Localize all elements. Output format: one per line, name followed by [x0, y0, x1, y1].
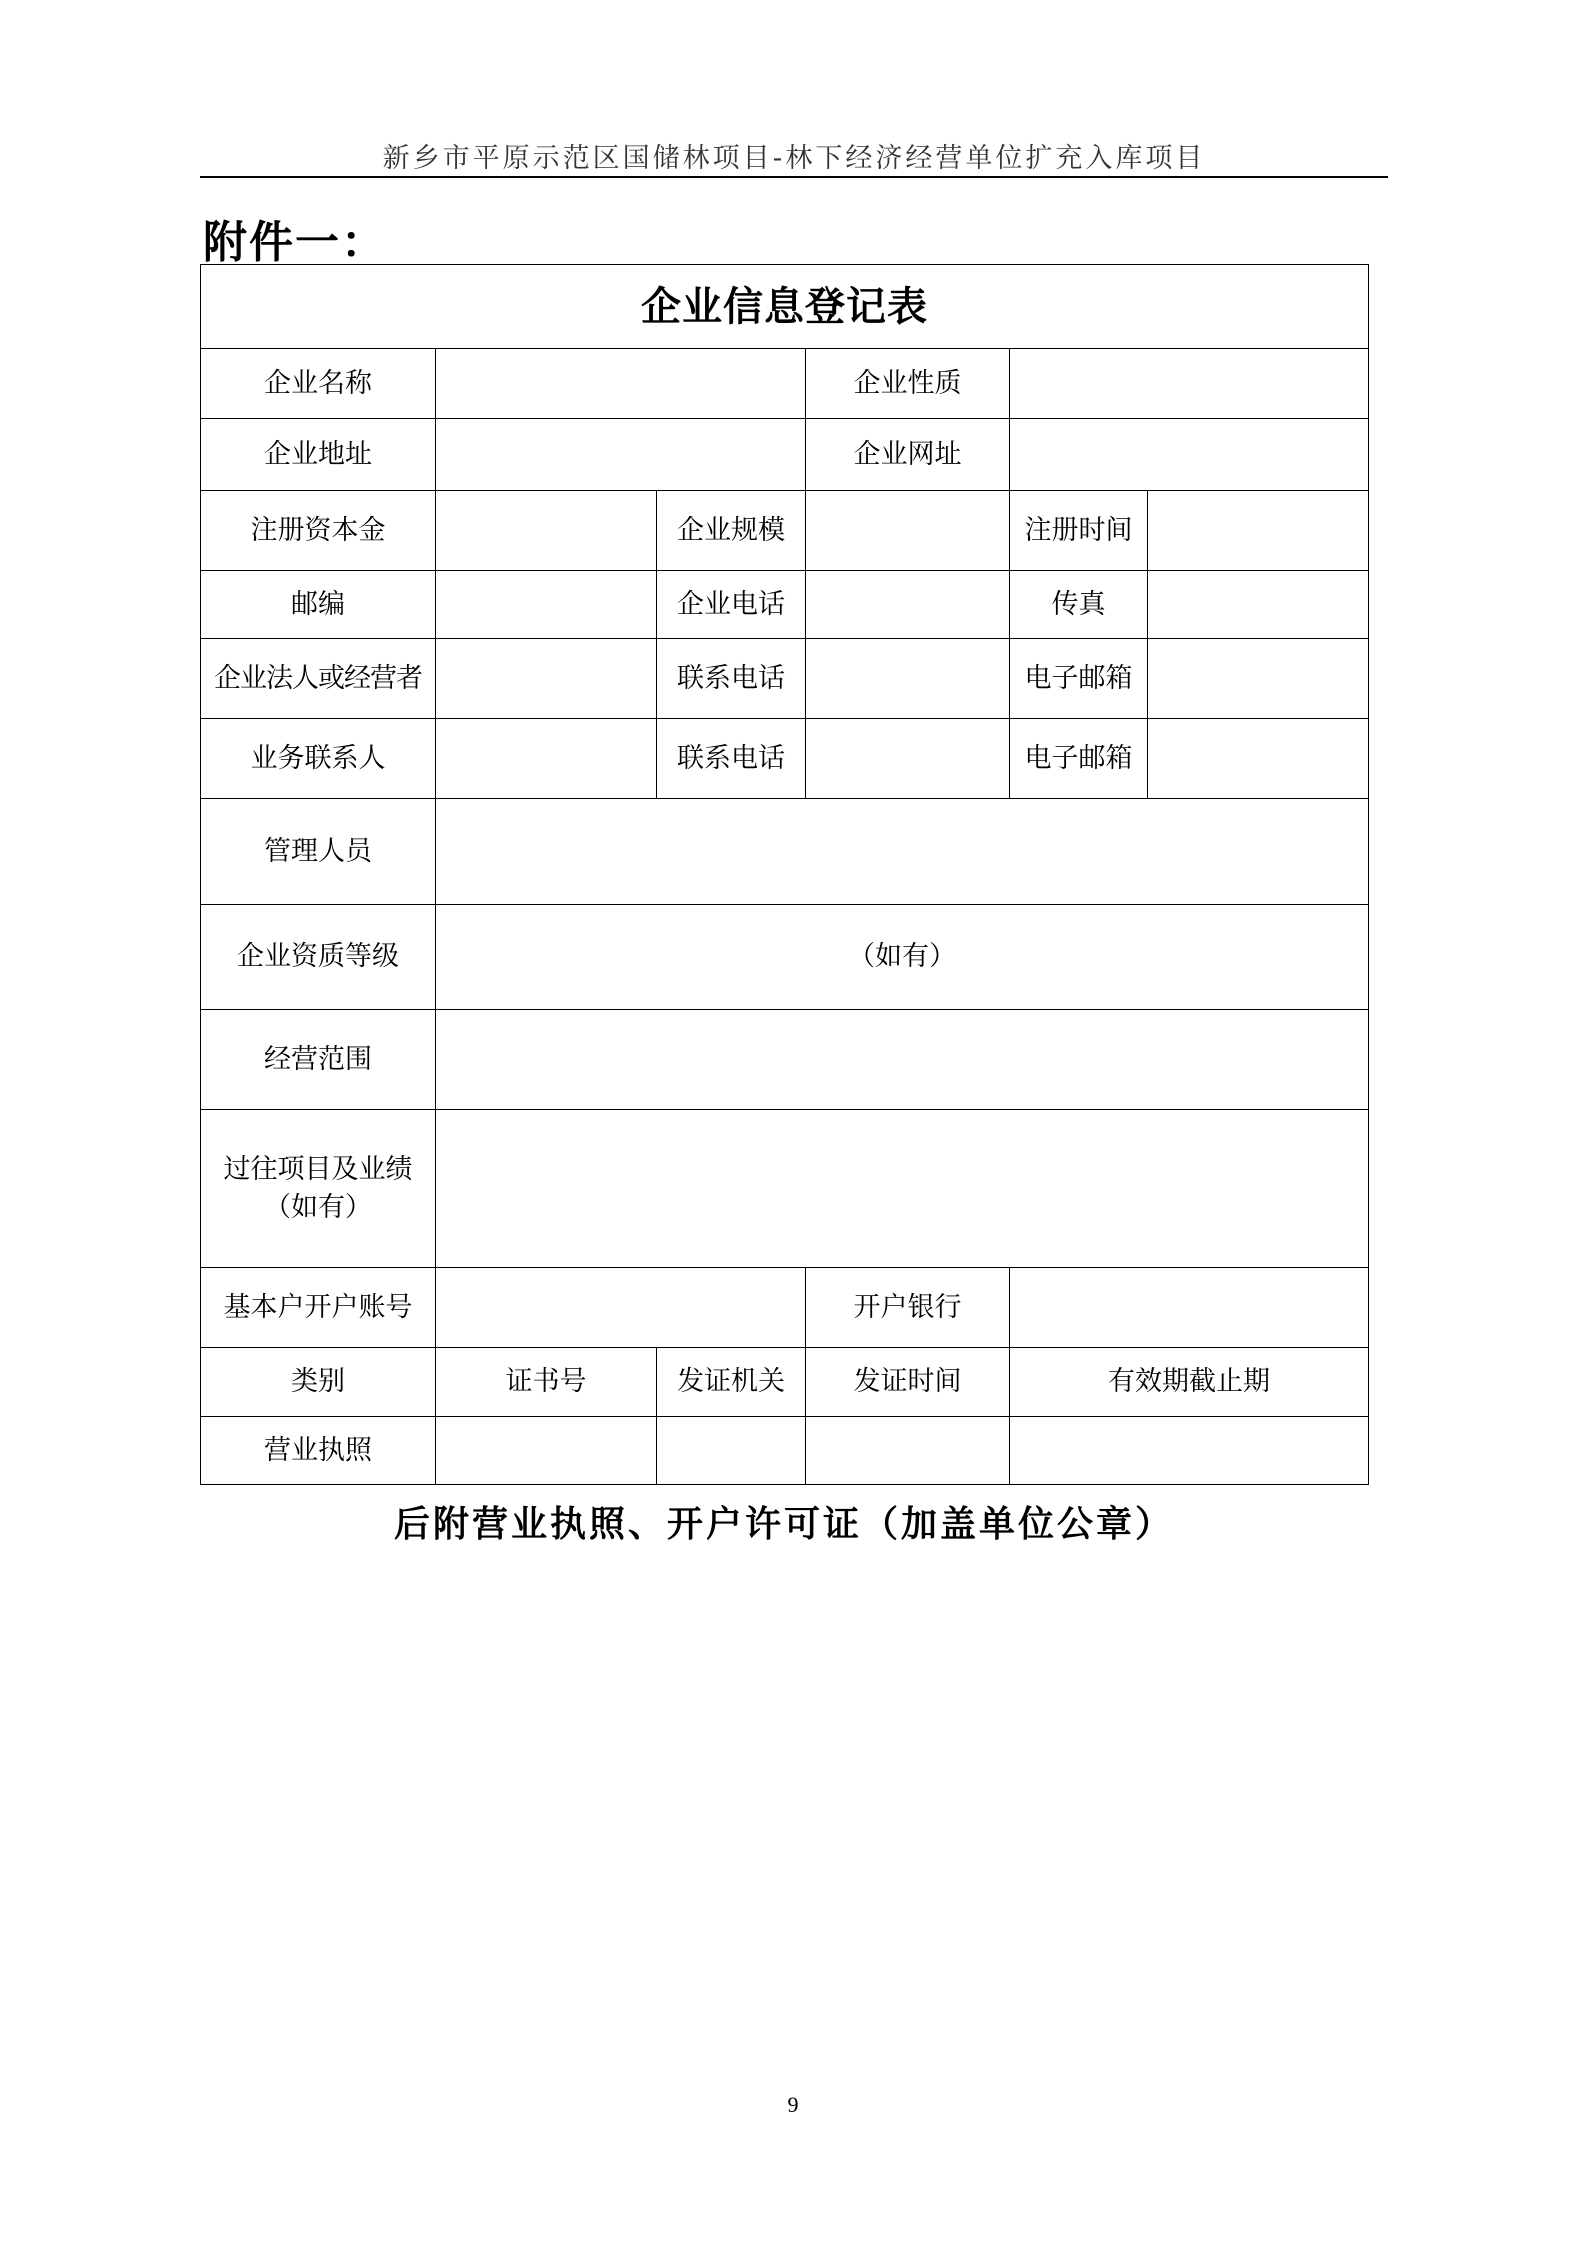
- company-website-field[interactable]: [1010, 419, 1369, 491]
- registered-capital-label: 注册资本金: [201, 491, 436, 571]
- expiry-date-header: 有效期截止期: [1010, 1348, 1369, 1417]
- business-contact-label: 业务联系人: [201, 719, 436, 799]
- company-nature-field[interactable]: [1010, 349, 1369, 419]
- page-number: 9: [787, 2092, 799, 2117]
- legal-person-email-field[interactable]: [1148, 639, 1369, 719]
- business-license-label: 营业执照: [201, 1417, 436, 1485]
- fax-field[interactable]: [1148, 571, 1369, 639]
- postal-code-field[interactable]: [436, 571, 657, 639]
- company-nature-label: 企业性质: [806, 349, 1010, 419]
- legal-person-phone-label: 联系电话: [657, 639, 806, 719]
- business-contact-phone-field[interactable]: [806, 719, 1010, 799]
- company-scale-field[interactable]: [806, 491, 1010, 571]
- business-contact-field[interactable]: [436, 719, 657, 799]
- license-expiry-date-field[interactable]: [1010, 1417, 1369, 1485]
- business-scope-label: 经营范围: [201, 1010, 436, 1110]
- company-phone-field[interactable]: [806, 571, 1010, 639]
- company-name-label: 企业名称: [201, 349, 436, 419]
- form-title: 企业信息登记表: [201, 265, 1369, 349]
- qualification-level-label: 企业资质等级: [201, 905, 436, 1010]
- company-website-label: 企业网址: [806, 419, 1010, 491]
- company-address-label: 企业地址: [201, 419, 436, 491]
- fax-label: 传真: [1010, 571, 1148, 639]
- footer-note: 后附营业执照、开户许可证（加盖单位公章）: [393, 1504, 1174, 1545]
- registration-date-label: 注册时间: [1010, 491, 1148, 571]
- enterprise-registration-form: [200, 264, 1369, 1485]
- legal-person-field[interactable]: [436, 639, 657, 719]
- company-phone-label: 企业电话: [657, 571, 806, 639]
- category-header: 类别: [201, 1348, 436, 1417]
- bank-field[interactable]: [1010, 1268, 1369, 1348]
- business-contact-email-label: 电子邮箱: [1010, 719, 1148, 799]
- registered-capital-field[interactable]: [436, 491, 657, 571]
- annex-label: 附件一：: [203, 217, 387, 268]
- business-contact-email-field[interactable]: [1148, 719, 1369, 799]
- postal-code-label: 邮编: [201, 571, 436, 639]
- company-address-field[interactable]: [436, 419, 806, 491]
- past-projects-label-line2: （如有）: [264, 1191, 372, 1223]
- management-field[interactable]: [436, 799, 1369, 905]
- issuing-authority-header: 发证机关: [657, 1348, 806, 1417]
- qualification-level-field[interactable]: （如有）: [436, 905, 1369, 1010]
- license-issuing-authority-field[interactable]: [657, 1417, 806, 1485]
- bank-label: 开户银行: [806, 1268, 1010, 1348]
- legal-person-label: 企业法人或经营者: [201, 639, 436, 719]
- header-rule: [200, 176, 1388, 178]
- legal-person-phone-field[interactable]: [806, 639, 1010, 719]
- past-projects-label-line1: 过往项目及业绩: [223, 1153, 413, 1185]
- business-scope-field[interactable]: [436, 1010, 1369, 1110]
- page-header-title: 新乡市平原示范区国储林项目-林下经济经营单位扩充入库项目: [382, 143, 1206, 174]
- business-contact-phone-label: 联系电话: [657, 719, 806, 799]
- past-projects-label: [201, 1110, 436, 1268]
- management-label: 管理人员: [201, 799, 436, 905]
- certificate-no-header: 证书号: [436, 1348, 657, 1417]
- basic-account-label: 基本户开户账号: [201, 1268, 436, 1348]
- issue-date-header: 发证时间: [806, 1348, 1010, 1417]
- registration-date-field[interactable]: [1148, 491, 1369, 571]
- company-scale-label: 企业规模: [657, 491, 806, 571]
- license-certificate-no-field[interactable]: [436, 1417, 657, 1485]
- basic-account-field[interactable]: [436, 1268, 806, 1348]
- past-projects-field[interactable]: [436, 1110, 1369, 1268]
- license-issue-date-field[interactable]: [806, 1417, 1010, 1485]
- company-name-field[interactable]: [436, 349, 806, 419]
- legal-person-email-label: 电子邮箱: [1010, 639, 1148, 719]
